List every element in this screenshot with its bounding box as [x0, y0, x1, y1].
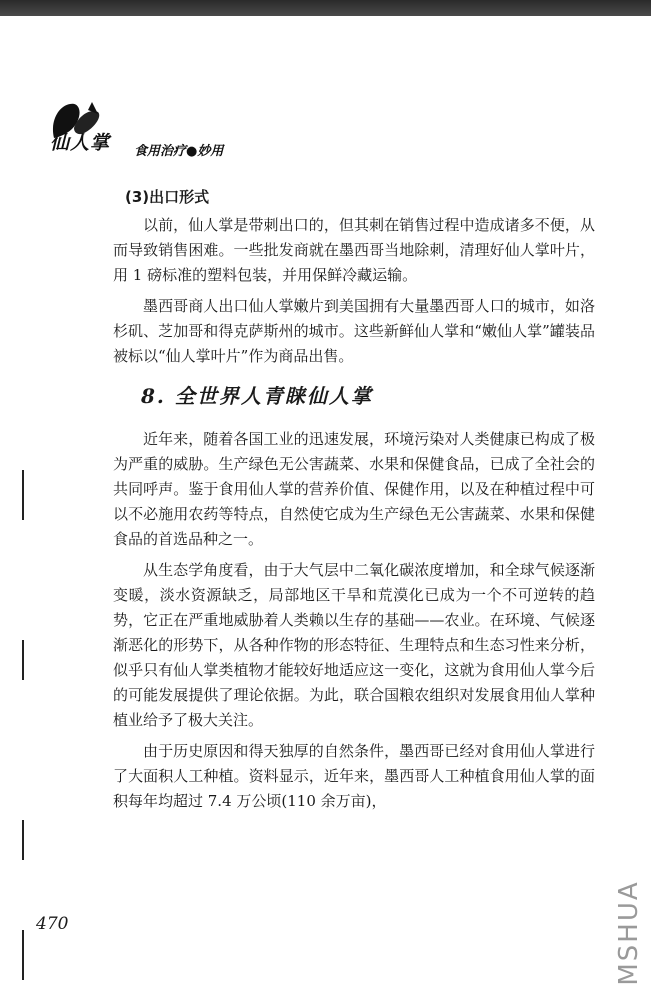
paragraph: 墨西哥商人出口仙人掌嫩片到美国拥有大量墨西哥人口的城市，如洛杉矶、芝加哥和得克萨斯州的城市。这些新鲜仙人掌和“嫩仙人掌”罐装品被标以“仙人掌叶片”作为商品出售。 — [113, 297, 595, 365]
left-margin-rule — [22, 930, 24, 980]
paragraph: 从生态学角度看，由于大气层中二氧化碳浓度增加，和全球气候逐渐变暖，淡水资源缺乏，局部地区干旱和荒漠化已成为一个不可逆转的趋势，它正在严重地威胁着人类赖以生存的基础——农业。在环境、气候逐渐恶化的形势下，从各种作物的形态特征、生理特点和生态习性来分析，似乎只有仙人掌类植物才能较好地适应这一变化，这就为食用仙人掌今后的可能发展提供了理论依据。为此，联合国粮农组织对发展食用仙人掌种植业给予了极大关注。 — [113, 561, 595, 729]
paragraph: 以前，仙人掌是带刺出口的，但其刺在销售过程中造成诸多不便，从而导致销售困难。一些批发商就在墨西哥当地除刺，清理好仙人掌叶片，用 1 磅标准的塑料包装，并用保鲜冷藏运输。 — [113, 216, 595, 284]
header-title: 仙人掌 — [50, 132, 111, 154]
paragraph: 近年来，随着各国工业的迅速发展，环境污染对人类健康已构成了极为严重的威胁。生产绿色无公害蔬菜、水果和保健食品，已成了全社会的共同呼声。鉴于食用仙人掌的营养价值、保健作用，以及在种植过程中可以不必施用农药等特点，自然使它成为生产绿色无公害蔬菜、水果和保健食品的首选品种之一。 — [113, 430, 595, 548]
left-margin-rule — [22, 640, 24, 680]
section-heading: 8. 全世界人青睐仙人掌 — [141, 384, 373, 408]
top-scan-edge — [0, 0, 651, 16]
subsection-heading: (3)出口形式 — [125, 188, 210, 206]
left-margin-rule — [22, 470, 24, 520]
page-number: 470 — [36, 914, 69, 934]
header-subtitle: 食用治疗●妙用 — [134, 144, 224, 159]
left-margin-rule — [22, 820, 24, 860]
watermark-text: MSHUA — [614, 880, 644, 986]
page-body — [113, 185, 595, 820]
running-header — [44, 98, 224, 168]
paragraph: 由于历史原因和得天独厚的自然条件，墨西哥已经对食用仙人掌进行了大面积人工种植。资料显示，近年来，墨西哥人工种植食用仙人掌的面积每年均超过 7.4 万公顷(110 余万亩)， — [113, 742, 595, 810]
watermark — [611, 870, 647, 996]
